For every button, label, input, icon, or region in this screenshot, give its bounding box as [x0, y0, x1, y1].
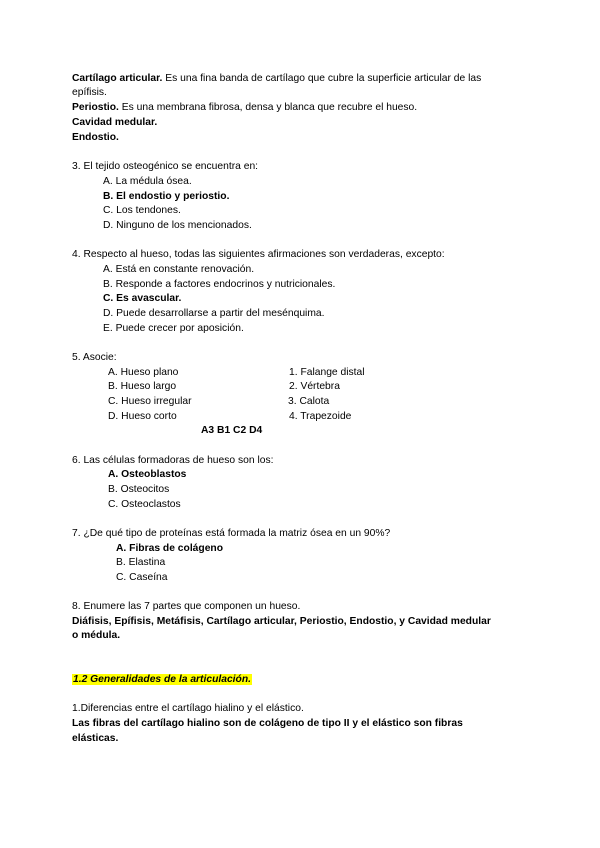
- option: C. Caseína: [116, 572, 168, 583]
- option: B. Responde a factores endocrinos y nutricionales.: [103, 279, 336, 290]
- question-5: 5. Asocie:: [72, 352, 117, 363]
- option: E. Puede crecer por aposición.: [103, 323, 244, 334]
- answer-line: elásticas.: [72, 733, 119, 744]
- option: A. Está en constante renovación.: [103, 264, 255, 275]
- option-correct: B. El endostio y periostio.: [103, 191, 230, 202]
- definition-term: Cartílago articular.: [72, 73, 163, 84]
- option: D. Ninguno de los mencionados.: [103, 220, 252, 231]
- question-8: 8. Enumere las 7 partes que componen un hueso.: [72, 601, 301, 612]
- option-correct: C. Es avascular.: [103, 293, 182, 304]
- definition-cavidad-medular: Cavidad medular.: [72, 117, 158, 128]
- match-right-item: 1. Falange distal: [289, 367, 365, 378]
- match-left-item: D. Hueso corto: [108, 411, 177, 422]
- answer-line: o médula.: [72, 630, 121, 641]
- match-answer: A3 B1 C2 D4: [201, 425, 263, 436]
- definition-periostio: [72, 101, 417, 114]
- section-title: 1.2 Generalidades de la articulación.: [73, 674, 251, 685]
- definition-cartilago-articular: [72, 72, 481, 85]
- option: C. Los tendones.: [103, 205, 181, 216]
- match-right-item: 2. Vértebra: [289, 381, 340, 392]
- option: C. Osteoclastos: [108, 499, 181, 510]
- option-correct: A. Osteoblastos: [108, 469, 187, 480]
- option-correct: A. Fibras de colágeno: [116, 543, 223, 554]
- match-right-item: 4. Trapezoide: [289, 411, 352, 422]
- match-left-item: A. Hueso plano: [108, 367, 179, 378]
- definition-term: Periostio.: [72, 102, 119, 113]
- question-7: 7. ¿De qué tipo de proteínas está formada la matriz ósea en un 90%?: [72, 528, 391, 539]
- match-right-item: 3. Calota: [288, 396, 330, 407]
- answer-line: Las fibras del cartílago hialino son de colágeno de tipo II y el elástico son fibras: [72, 718, 463, 729]
- section-heading: [72, 673, 252, 686]
- match-left-item: C. Hueso irregular: [108, 396, 192, 407]
- definition-text: Es una membrana fibrosa, densa y blanca que recubre el hueso.: [118, 102, 418, 113]
- match-left-item: B. Hueso largo: [108, 381, 177, 392]
- section-question-1: 1.Diferencias entre el cartílago hialino y el elástico.: [72, 703, 304, 714]
- question-3: 3. El tejido osteogénico se encuentra en:: [72, 161, 259, 172]
- definition-text: Es una fina banda de cartílago que cubre la superficie articular de las: [162, 73, 482, 84]
- question-6: 6. Las células formadoras de hueso son los:: [72, 455, 274, 466]
- question-4: 4. Respecto al hueso, todas las siguientes afirmaciones son verdaderas, excepto:: [72, 249, 445, 260]
- definition-endostio: Endostio.: [72, 132, 119, 143]
- answer-line: Diáfisis, Epífisis, Metáfisis, Cartílago articular, Periostio, Endostio, y Cavidad medular: [72, 616, 491, 627]
- option: B. Elastina: [116, 557, 166, 568]
- definition-continuation: epífisis.: [72, 87, 107, 98]
- option: D. Puede desarrollarse a partir del mesénquima.: [103, 308, 325, 319]
- option: A. La médula ósea.: [103, 176, 192, 187]
- option: B. Osteocitos: [108, 484, 170, 495]
